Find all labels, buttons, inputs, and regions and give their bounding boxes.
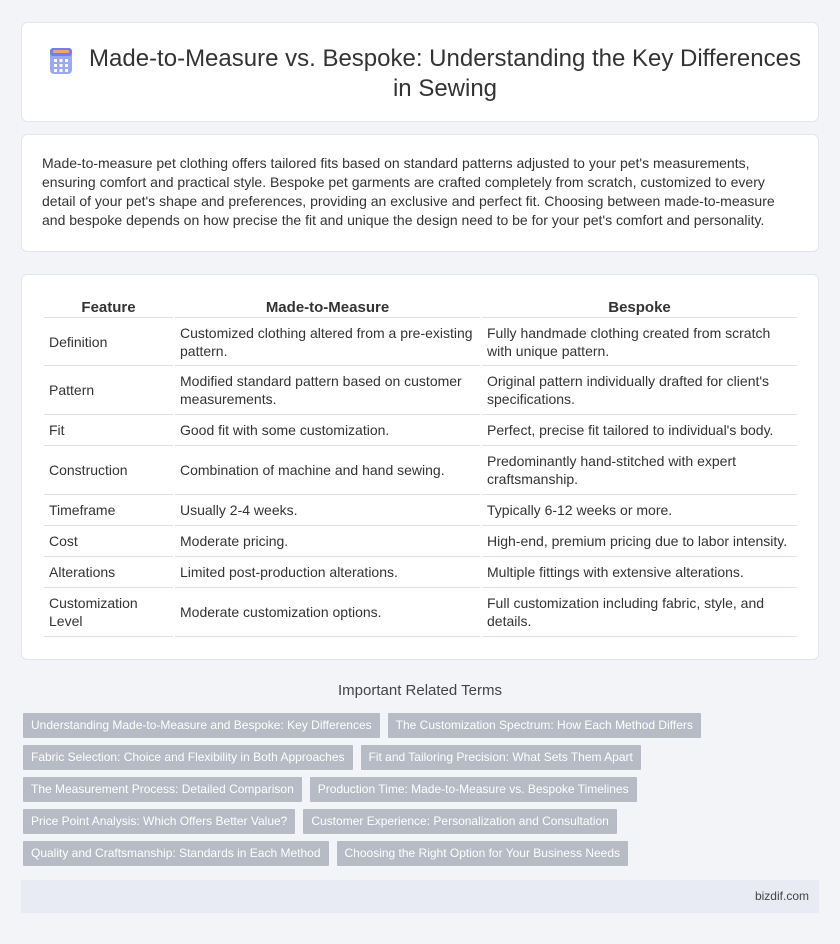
feature-cell: Timeframe <box>44 495 173 526</box>
comparison-table-card <box>21 274 819 660</box>
column-header-bespoke: Bespoke <box>482 297 797 318</box>
table-row <box>44 557 797 588</box>
bespoke-cell: Typically 6-12 weeks or more. <box>482 495 797 526</box>
related-term-tag[interactable]: Fit and Tailoring Precision: What Sets Them Apart <box>361 745 641 770</box>
feature-cell: Customization Level <box>44 588 173 637</box>
related-term-tag[interactable]: The Measurement Process: Detailed Comparison <box>23 777 302 802</box>
feature-cell: Construction <box>44 446 173 495</box>
related-term-tag[interactable]: Production Time: Made-to-Measure vs. Bespoke Timelines <box>310 777 637 802</box>
made-to-measure-cell: Modified standard pattern based on customer measurements. <box>175 366 480 415</box>
related-terms-row <box>23 809 617 834</box>
made-to-measure-cell: Combination of machine and hand sewing. <box>175 446 480 495</box>
comparison-table <box>42 297 799 637</box>
header-card <box>21 22 819 122</box>
related-terms-row <box>23 713 701 738</box>
related-term-tag[interactable]: Quality and Craftsmanship: Standards in Each Method <box>23 841 329 866</box>
table-row <box>44 588 797 637</box>
related-terms-row <box>23 777 637 802</box>
bespoke-cell: Perfect, precise fit tailored to individual's body. <box>482 415 797 446</box>
related-term-tag[interactable]: The Customization Spectrum: How Each Method Differs <box>388 713 701 738</box>
bespoke-cell: Fully handmade clothing created from scratch with unique pattern. <box>482 318 797 366</box>
table-row <box>44 318 797 366</box>
made-to-measure-cell: Moderate pricing. <box>175 526 480 557</box>
column-header-feature: Feature <box>44 297 173 318</box>
intro-text: Made-to-measure pet clothing offers tailored fits based on standard patterns adjusted to your pet's measurements, ensuring comfort and practical style. Bespoke pet garments are crafted completely from scratch, customized to every detail of your pet's shape and preferences, providing an exclusive and perfect fit. Choosing between made-to-measure and bespoke depends on how precise the fit and unique the design need to be for your pet's comfort and personality. <box>42 155 775 228</box>
table-row <box>44 415 797 446</box>
bespoke-cell: Original pattern individually drafted for client's specifications. <box>482 366 797 415</box>
page-title: Made-to-Measure vs. Bespoke: Understanding the Key Differences in Sewing <box>89 45 801 102</box>
table-row <box>44 495 797 526</box>
bespoke-cell: Multiple fittings with extensive alterations. <box>482 557 797 588</box>
related-term-tag[interactable]: Fabric Selection: Choice and Flexibility in Both Approaches <box>23 745 353 770</box>
related-terms-title: Important Related Terms <box>338 682 502 699</box>
feature-cell: Pattern <box>44 366 173 415</box>
made-to-measure-cell: Moderate customization options. <box>175 588 480 637</box>
column-header-made-to-measure: Made-to-Measure <box>175 297 480 318</box>
made-to-measure-cell: Good fit with some customization. <box>175 415 480 446</box>
related-term-tag[interactable]: Price Point Analysis: Which Offers Better Value? <box>23 809 295 834</box>
bespoke-cell: Full customization including fabric, style, and details. <box>482 588 797 637</box>
intro-card <box>21 134 819 252</box>
table-header-row <box>44 297 797 318</box>
bespoke-cell: High-end, premium pricing due to labor intensity. <box>482 526 797 557</box>
table-row <box>44 526 797 557</box>
feature-cell: Definition <box>44 318 173 366</box>
related-term-tag[interactable]: Choosing the Right Option for Your Business Needs <box>337 841 629 866</box>
feature-cell: Fit <box>44 415 173 446</box>
table-row <box>44 446 797 495</box>
table-row <box>44 366 797 415</box>
bespoke-cell: Predominantly hand-stitched with expert craftsmanship. <box>482 446 797 495</box>
related-terms-row <box>23 841 628 866</box>
feature-cell: Alterations <box>44 557 173 588</box>
footer <box>21 880 819 913</box>
made-to-measure-cell: Customized clothing altered from a pre-existing pattern. <box>175 318 480 366</box>
feature-cell: Cost <box>44 526 173 557</box>
related-terms-row <box>23 745 641 770</box>
made-to-measure-cell: Limited post-production alterations. <box>175 557 480 588</box>
made-to-measure-cell: Usually 2-4 weeks. <box>175 495 480 526</box>
related-term-tag[interactable]: Understanding Made-to-Measure and Bespoke: Key Differences <box>23 713 380 738</box>
footer-site-link[interactable]: bizdif.com <box>754 889 809 903</box>
related-term-tag[interactable]: Customer Experience: Personalization and Consultation <box>303 809 617 834</box>
calculator-icon <box>48 47 74 75</box>
